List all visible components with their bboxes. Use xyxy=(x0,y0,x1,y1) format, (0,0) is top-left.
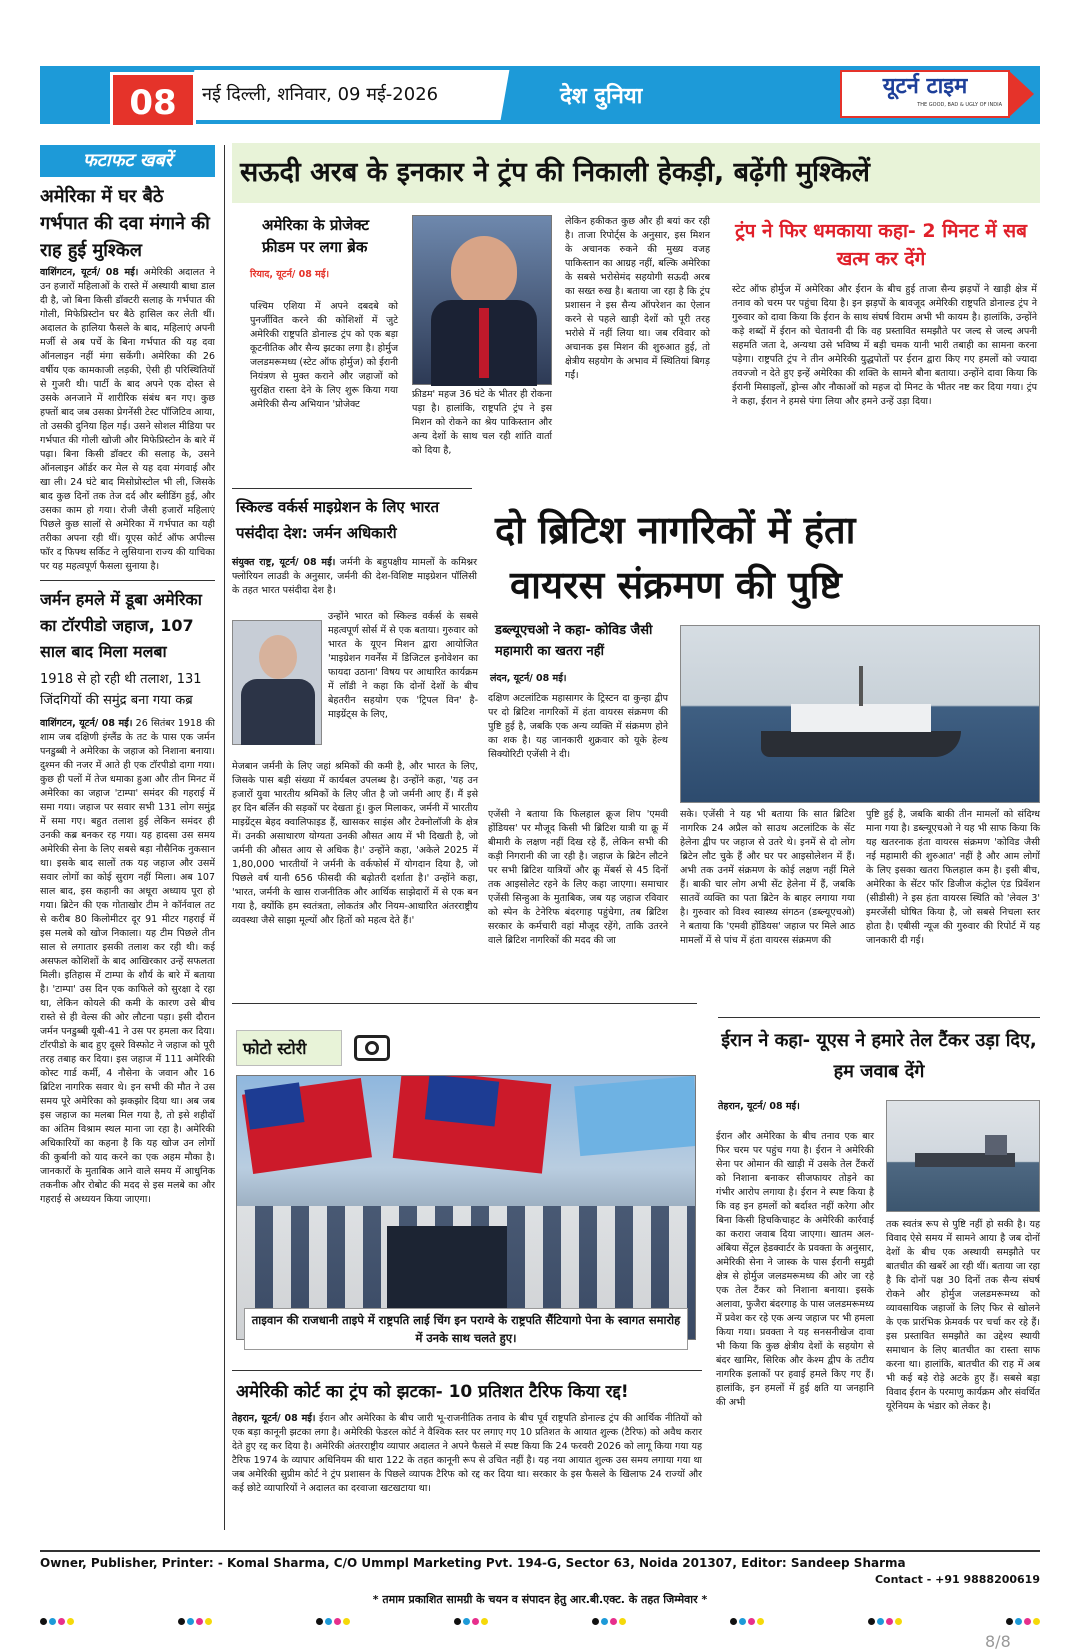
virus-headline-line1: दो ब्रिटिश नागरिकों में हंता xyxy=(495,508,856,552)
footer-contact: Contact - +91 9888200619 xyxy=(874,1573,1040,1586)
logo-box xyxy=(840,70,1010,118)
logo-text: यूटर्न टाइम xyxy=(882,74,968,99)
iran-headline: ईरान ने कहा- यूएस ने हमारे तेल टैंकर उड़ा दिए, हम जवाब देंगे xyxy=(721,1030,1037,1082)
divider xyxy=(232,488,472,489)
ship-deck xyxy=(791,704,931,732)
divider xyxy=(232,1370,702,1371)
skilled-headline: स्किल्ड वर्कर्स माइग्रेशन के लिए भारत पसंदीदा देश: जर्मन अधिकारी xyxy=(236,498,440,542)
official-photo xyxy=(232,620,322,745)
skilled-beside: उन्होंने भारत को स्किल्ड वर्कर्स के सबसे महत्वपूर्ण सोर्स में से एक बताया। गुरुवार को भारत के यूएन मिशन द्वारा आयोजित 'माइग्रेशन गवर्नेंस में डिजिटल इनोवेशन का फायदा उठाना' विषय पर आधारित कार्यक्रम में लॉडी ने कहा कि दोनों देशों के बीच बेहतरीन सहयोग एक 'ट्रिपल विन' है- माइग्रेंट्स के लिए, xyxy=(328,611,478,720)
top-story-col2: फ्रीडम' महज 36 घंटे के भीतर ही रोकना पड़ा है। हालांकि, राष्ट्रपति ट्रंप ने इस मिशन को रोकने का श्रेय पाकिस्तान और अन्य देशों के साथ चल रही शांति वार्ता को दिया है, xyxy=(412,389,552,456)
section-name: देश दुनिया xyxy=(560,84,643,109)
iran-dateline: तेहरान, यूटर्न/ 08 मई। xyxy=(718,1101,800,1112)
virus-col3: पुष्टि हुई है, जबकि बाकी तीन मामलों को संदिग्ध माना गया है। डब्ल्यूएचओ ने यह भी साफ किया कि यह खतरनाक हंता वायरस संक्रमण 'कोविड जैसी नई महामारी की शुरुआत' नहीं है और आम लोगों के लिए इसका खतरा फिलहाल कम है। इसी बीच, अमेरिका के सेंटर फॉर डिजीज कंट्रोल एंड प्रिवेंशन (सीडीसी) ने इस हंता वायरस स्थिति को 'लेवल 3' इमरजेंसी घोषित किया है, जो सबसे निचला स्तर होता है। एबीसी न्यूज की गुरुवार की रिपोर्ट में यह जानकारी दी गई। xyxy=(866,809,1040,946)
divider xyxy=(718,1017,1040,1018)
left-story2-dateline: वाशिंगटन, यूटर्न/ 08 मई। xyxy=(40,718,133,729)
tanker-photo xyxy=(886,1100,1040,1212)
iran-col1: ईरान और अमेरिका के बीच तनाव एक बार फिर चरम पर पहुंच गया है। ईरान ने अमेरिकी सेना पर ओमान की खाड़ी में उसके तेल टैंकरों को निशाना बनाकर सीजफायर तोड़ने का गंभीर आरोप लगाया है। ईरान ने स्पष्ट किया है कि वह इन हमलों को बर्दाश्त नहीं करेगा और बिना किसी हिचकिचाहट के अमेरिकी कार्रवाई का करारा जवाब दिया जाएगा। खातम अल-अंबिया सेंट्रल हेडक्वार्टर के प्रवक्ता के अनुसार, अमेरिकी सेना ने जास्क के पास ईरानी समुद्री क्षेत्र से होर्मुज जलडमरूमध्य की ओर जा रहे एक तेल टैंकर को निशाना बनाया। इसके अलावा, फुजैरा बंदरगाह के पास जलडमरूमध्य में प्रवेश कर रहे एक अन्य जहाज पर भी हमला किया गया। प्रवक्ता ने यह सनसनीखेज दावा भी किया कि कुछ क्षेत्रीय देशों के सहयोग से बंदर खामिर, सिरिक और केश्म द्वीप के तटीय नागरिक इलाकों पर हवाई हमले किए गए हैं। हालांकि, इन हमलों में हुई क्षति या जनहानि की अभी xyxy=(716,1131,874,1408)
tariff-dateline: तेहरान, यूटर्न/ 08 मई। xyxy=(232,1413,316,1424)
left-story2-body: 26 सितंबर 1918 की शाम जब दक्षिणी इंग्लैंड के तट के पास एक जर्मन पनडुब्बी ने अमेरिका के जहाज को निशाना बनाया। दुश्मन की नजर में आते ही एक टॉरपीडो दागा गया। कुछ ही पलों में तेज धमाका हुआ और तीन मिनट में अमेरिका का जहाज 'टाम्पा' समंदर की गहराई में समा गया। जहाज पर सवार सभी 131 लोग समुंद्र में समा गए। बहुत तलाश हुई लेकिन समंदर ही उनकी कब्र बनकर रह गया। यह हादसा उस समय अमेरिकी सेना के लिए सबसे बड़ा नौसैनिक नुकसान था। इसके बाद सालों तक यह जहाज और उसमें सवार लोगों का कोई सुराग नहीं मिला। अब 107 साल बाद, इस कहानी का अधूरा अध्याय पूरा हो गया। ब्रिटेन की एक गोताखोर टीम ने कॉर्नवाल तट से करीब 80 किलोमीटर दूर 91 मीटर गहराई में इस मलबे को खोज निकाला। यह टीम पिछले तीन साल से लगातार इसकी तलाश कर रही थी। कई असफल कोशिशों के बाद आखिरकार उन्हें सफलता मिली। इतिहास में टाम्पा के शौर्य के बारे में बताया है। 'टाम्पा' उस दिन एक काफिले को सुरक्षा दे रहा था, लेकिन कोयले की कमी के कारण उसे बीच रास्ते से ही वेल्स की ओर लौटना पड़ा। इसी दौरान जर्मन पनडुब्बी यूबी-41 ने उस पर हमला कर दिया। टॉरपीडो के बाद हुए दूसरे विस्फोट ने जहाज को पूरी तरह तबाह कर दिया। इस जहाज में 111 अमेरिकी कोस्ट गार्ड कर्मी, 4 नौसेना के जवान और 16 ब्रिटिश नागरिक सवार थे। इन सभी की मौत ने उस समय पूरे अमेरिका को झकझोर दिया था। अब जब इस जहाज का मलबा मिल गया है, तो इसे शहीदों का अंतिम विश्राम स्थल माना जा रहा है। अमेरिकी अधिकारियों का कहना है कि यह खोज उन लोगों की कुर्बानी को याद करने का एक अहम मौका है। जानकारों के मुताबिक आने वाले समय में आधुनिक तकनीक और रोबोट की मदद से इस मलबे का और गहराई से अध्ययन किया जाएगा। xyxy=(40,718,215,1205)
top-story-headline-band xyxy=(232,143,1040,203)
masthead xyxy=(40,66,1040,126)
skilled-dateline: संयुक्त राष्ट्र, यूटर्न/ 08 मई। xyxy=(232,557,336,568)
footer-imprint: Owner, Publisher, Printer: - Komal Sharma, C/O Ummpl Marketing Pvt. 194-G, Sector 63, Noida 201307, Editor: Sandeep Sharma xyxy=(40,1556,906,1570)
page-number-box xyxy=(110,72,196,128)
photo-caption: ताइवान की राजधानी ताइपे में राष्ट्रपति लाई चिंग इन पराग्वे के राष्ट्रपति सैंटियागो पेना के स्वागत समारोह में उनके साथ चलते हुए। xyxy=(251,1313,681,1345)
virus-col2: सके। एजेंसी ने यह भी बताया कि सात ब्रिटिश नागरिक 24 अप्रैल को साउथ अटलांटिक के सेंट हेलेना द्वीप पर जहाज से उतरे थे। इनमें से दो लोग ब्रिटेन लौट चुके हैं और घर पर आइसोलेशन में हैं। अभी तक उनमें संक्रमण के कोई लक्षण नहीं मिले हैं। बाकी चार लोग अभी सेंट हेलेना में हैं, जबकि सातवें व्यक्ति का पता ब्रिटेन के बाहर लगाया गया है। गुरुवार को विश्व स्वास्थ्य संगठन (डब्ल्यूएचओ) ने बताया कि 'एमवी होंडियस' जहाज पर मिले आठ मामलों में से पांच में हंता वायरस संक्रमण की xyxy=(680,809,855,946)
left-story1-dateline: वाशिंगटन, यूटर्न/ 08 मई। xyxy=(40,267,139,278)
ship-mast xyxy=(859,666,863,706)
camera-icon xyxy=(354,1035,390,1061)
divider xyxy=(232,1003,697,1004)
dots-group xyxy=(868,1618,902,1628)
dots-group xyxy=(592,1618,626,1628)
dots-group xyxy=(316,1618,350,1628)
top-hint xyxy=(960,0,1080,30)
left-story2-title: जर्मन हमले में डूबा अमेरिका का टॉरपीडो जहाज, 107 साल बाद मिला मलबा xyxy=(40,590,202,661)
top-story-col3: लेकिन हकीकत कुछ और ही बयां कर रही है। ताजा रिपोर्ट्स के अनुसार, इस मिशन के अचानक रुकने की मुख्य वजह पाकिस्तान का आग्रह नहीं, बल्कि अमेरिका के सबसे भरोसेमंद सहयोगी सऊदी अरब का सख्त रुख है। बताया जा रहा है कि ट्रंप प्रशासन ने इस सैन्य ऑपरेशन का ऐलान करने से पहले खाड़ी देशों को पूरी तरह भरोसे में नहीं लिया था। जब रविवार को अचानक इस मिशन की शुरुआत हुई, तो क्षेत्रीय सहयोग के अभाव में स्थितियां बिगड़ गईं। xyxy=(565,216,710,381)
trump-photo-tie xyxy=(479,308,489,378)
column-divider xyxy=(224,145,225,1530)
virus-dateline: लंदन, यूटर्न/ 08 मई। xyxy=(490,673,567,684)
official-photo-head xyxy=(259,635,297,679)
left-story2-subtitle: 1918 से हो रही थी तलाश, 131 जिंदगियों की समुंद्र बना गया कब्र xyxy=(40,672,202,708)
masthead-arrow xyxy=(1008,70,1034,118)
official-photo-suit xyxy=(241,679,315,745)
camera-lens xyxy=(365,1041,379,1055)
tanker-hull xyxy=(915,1153,1015,1167)
photo-story-label: फोटो स्टोरी xyxy=(243,1039,307,1058)
top-story-dateline: रियाद, यूटर्न/ 08 मई। xyxy=(250,269,330,280)
registration-dots xyxy=(40,1618,1040,1628)
ship-hull xyxy=(761,731,961,757)
trump-photo-figure xyxy=(451,236,517,306)
dots-group xyxy=(178,1618,212,1628)
dots-group xyxy=(1006,1618,1040,1628)
photo-caption-box xyxy=(244,1308,688,1350)
flag-blue xyxy=(244,1082,304,1129)
tariff-headline: अमेरिकी कोर्ट का ट्रंप को झटका- 10 प्रतिशत टैरिफ किया रद्द! xyxy=(236,1382,629,1402)
threat-headline: ट्रंप ने फिर धमकाया कहा- 2 मिनट में सब खत्म कर देंगे xyxy=(735,220,1027,270)
footer-disclaimer: * तमाम प्रकाशित सामग्री के चयन व संपादन हेतु आर.बी.एक्ट. के तहत जिम्मेवार * xyxy=(372,1593,708,1606)
date-line: नई दिल्ली, शनिवार, 09 मई-2026 xyxy=(202,84,439,105)
photo-story-tag xyxy=(236,1030,342,1066)
top-story-col1: पश्चिम एशिया में अपने दबदबे को पुनर्जीवित करने की कोशिशों में जुटे अमेरिकी राष्ट्रपति डोनाल्ड ट्रंप को एक बड़ा कूटनीतिक और सैन्य झटका लगा है। होर्मुज जलडमरूमध्य (स्टेट ऑफ होर्मुज) को ईरानी नियंत्रण से मुक्त कराने और जहाजों को सुरक्षित रास्ता देने के लिए शुरू किया गया अमेरिकी सैन्य अभियान 'प्रोजेक्ट xyxy=(250,301,398,410)
page-indicator: 8/8 xyxy=(985,1632,1011,1650)
left-tag: फटाफट खबरें xyxy=(40,145,215,177)
logo-tagline: THE GOOD, BAD & UGLY OF INDIA xyxy=(917,102,1002,108)
threat-body: स्टेट ऑफ होर्मुज में अमेरिका और ईरान के बीच हुई ताजा सैन्य झड़पों ने खाड़ी क्षेत्र में तनाव को चरम पर पहुंचा दिया है। इन झड़पों के बावजूद अमेरिकी राष्ट्रपति डोनाल्ड ट्रंप ने गुरुवार को दावा किया कि ईरान के साथ संघर्ष विराम अभी भी कायम है। हालांकि, उन्होंने कड़े शब्दों में ईरान को चेतावनी दी कि वह प्रस्तावित समझौते पर जल्द से जल्द अपनी सहमति जता दे, अन्यथा उसे भविष्य में बड़ी चमक यानी भारी तबाही का सामना करना पड़ेगा। राष्ट्रपति ट्रंप ने तीन अमेरिकी युद्धपोतों पर ईरान द्वारा किए गए हमलों को ज्यादा तवज्जो न देते हुए इन्हें अमेरिका की शक्ति के सामने बौना बताया। उन्होंने दावा किया कि ईरानी मिसाइलों, ड्रोन्स और नौकाओं को महज दो मिनट के भीतर नष्ट कर दिया गया। ट्रंप ने कहा, ईरान ने हमसे पंगा लिया और हमने उन्हें उड़ा दिया। xyxy=(732,284,1037,407)
page-number: 08 xyxy=(129,83,177,123)
flag-light-blue xyxy=(574,1076,696,1156)
divider xyxy=(40,580,215,581)
virus-sub: डब्ल्यूएचओ ने कहा- कोविड जैसी महामारी का खतरा नहीं xyxy=(495,623,653,659)
taiwan-photo xyxy=(236,1075,696,1340)
cruise-ship-photo xyxy=(680,625,1040,803)
virus-headline-line2: वायरस संक्रमण की पुष्टि xyxy=(510,563,842,607)
skilled-rest: मेजबान जर्मनी के लिए जहां श्रमिकों की कमी है, और भारत के लिए, जिसके पास बड़ी संख्या में कार्यबल उपलब्ध है। उन्होंने कहा, 'यह उन हजारों युवा भारतीय श्रमिकों के लिए जीत है जो जर्मनी आए हैं। मैं इसे हर दिन बर्लिन की सड़कों पर देखता हूं। कुल मिलाकर, जर्मनी में भारतीय माइग्रेंट्स बेहद क्वालिफाइड हैं, खासकर साइंस और टेक्नोलॉजी के क्षेत्र में। उनकी असाधारण योग्यता उनकी औसत आय में भी दिखती है, जो जर्मनी की औसत आय से अधिक है।' उन्होंने कहा, 'अकेले 2025 में 1,80,000 भारतीयों ने जर्मनी के वर्कफोर्स में योगदान दिया है, जो पिछले वर्ष यानी 656 फीसदी की बढ़ोतरी दर्शाता है।' उन्होंने कहा, 'भारत, जर्मनी के खास राजनीतिक और आर्थिक साझेदारों में से एक बन गया है, क्योंकि हम स्वतंत्रता, लोकतंत्र और नियम-आधारित अंतरराष्ट्रीय व्यवस्था जैसे साझा मूल्यों और हितों को महत्व देते हैं।' xyxy=(232,761,478,926)
trump-photo xyxy=(412,215,552,385)
virus-col1a: दक्षिण अटलांटिक महासागर के ट्रिस्टन दा कुन्हा द्वीप पर दो ब्रिटिश नागरिकों में हंता वायरस संक्रमण की पुष्टि हुई है, जबकि एक अन्य व्यक्ति में संक्रमण होने का शक है। यह जानकारी शुक्रवार को यूके हेल्थ सिक्योरिटी एजेंसी ने दी। xyxy=(488,693,668,760)
dots-group xyxy=(454,1618,488,1628)
top-story-headline: सऊदी अरब के इनकार ने ट्रंप की निकाली हेकड़ी, बढ़ेंगी मुश्किलें xyxy=(240,157,870,188)
left-story1-title: अमेरिका में घर बैठे गर्भपात की दवा मंगाने की राह हुई मुश्किल xyxy=(40,186,210,261)
footer-rule xyxy=(40,1550,1040,1552)
left-column xyxy=(40,145,215,1535)
dots-group xyxy=(730,1618,764,1628)
tariff-body: ईरान और अमेरिका के बीच जारी भू-राजनीतिक तनाव के बीच पूर्व राष्ट्रपति डोनाल्ड ट्रंप की आर्थिक नीतियों को एक बड़ा कानूनी झटका लगा है। अमेरिकी फेडरल कोर्ट ने वैश्विक स्तर पर लगाए गए 10 प्रतिशत के आयात शुल्क (टैरिफ) को अवैध करार देते हुए रद्द कर दिया है। अमेरिकी अंतरराष्ट्रीय व्यापार अदालत ने अपने फैसले में स्पष्ट किया कि 24 फरवरी 2026 को लागू किया गया यह टैरिफ 1974 के व्यापार अधिनियम की धारा 122 के तहत कानूनी रूप से उचित नहीं है। यह नया आयात शुल्क उस समय लगाया गया था जब अमेरिकी सुप्रीम कोर्ट ने ट्रंप प्रशासन के पिछले व्यापक टैरिफ को रद्द कर दिया था। सरकार के इस फैसले के खिलाफ 24 राज्यों और कई छोटे व्यापारियों ने अदालत का दरवाजा खटखटाया था। xyxy=(232,1413,702,1494)
virus-col1b: एजेंसी ने बताया कि फिलहाल क्रूज शिप 'एमवी होंडियस' पर मौजूद किसी भी ब्रिटिश यात्री या क्रू में बीमारी के लक्षण नहीं दिख रहे हैं, लेकिन सभी की कड़ी निगरानी की जा रही है। जहाज के ब्रिटेन लौटने पर सभी ब्रिटिश यात्रियों और क्रू मेंबर्स से 45 दिनों तक आइसोलेट रहने के लिए कहा जाएगा। समाचार एजेंसी सिन्हुआ के मुताबिक, जब यह जहाज रविवार को स्पेन के टेनेरिफ बंदरगाह पहुंचेगा, तब ब्रिटिश सरकार के कर्मचारी वहां मौजूद रहेंगे, ताकि उतरने वाले ब्रिटिश नागरिकों की मदद की जा xyxy=(488,809,668,946)
flag-blue-2 xyxy=(425,1075,499,1127)
iran-col2: तक स्वतंत्र रूप से पुष्टि नहीं हो सकी है। यह विवाद ऐसे समय में सामने आया है जब दोनों देशों के बीच एक अस्थायी समझौते पर बातचीत की खबरें आ रही थीं। बताया जा रहा है कि दोनों पक्ष 30 दिनों तक सैन्य संघर्ष रोकने और होर्मुज जलडमरूमध्य को व्यावसायिक जहाजों के लिए फिर से खोलने के एक प्रारंभिक फ्रेमवर्क पर चर्चा कर रहे हैं। इस प्रस्तावित समझौते का उद्देश्य स्थायी समाधान के लिए बातचीत का रास्ता साफ करना था। हालांकि, बातचीत की राह में अब भी कई बड़े रोड़े अटके हुए हैं। सबसे बड़ा विवाद ईरान के परमाणु कार्यक्रम और संवर्धित यूरेनियम के भंडार को लेकर है। xyxy=(886,1219,1040,1412)
dots-group xyxy=(40,1618,74,1628)
top-story-sub: अमेरिका के प्रोजेक्ट फ्रीडम पर लगा ब्रेक xyxy=(262,216,370,256)
tanker-bridge xyxy=(985,1135,1007,1155)
skilled-intro: जर्मनी के बहुपक्षीय मामलों के कमिश्नर फ्लोरियन लाउडी के अनुसार, जर्मनी की देश-विशिष्ट माइग्रेशन पॉलिसी के तहत भारत पसंदीदा देश है। xyxy=(232,557,477,596)
left-story1-body: अमेरिकी अदालत ने उन हजारों महिलाओं के रास्ते में अस्थायी बाधा डाल दी है, जो बिना किसी डॉक्टरी सलाह के गर्भपात की गोली, मिफेप्रिस्टोन घर बैठे हासिल कर लेती थीं। अदालत के हालिया फैसले के बाद, महिलाएं अपनी मर्जी से अब पर्चे के बिना गर्भपात की यह दवा ऑनलाइन नहीं मंगा सकेंगी। अमेरिका की 26 वर्षीय एक कामकाजी लड़की, ऐसी ही परिस्थितियों से गुजरी थी। पार्टी के बाद अपने एक दोस्त से उसके अनजाने में शारीरिक संबंध बन गए। कुछ हफ्तों बाद जब उसका प्रेगनेंसी टेस्ट पॉजिटिव आया, तो उसकी दुनिया हिल गई। उसने सोशल मीडिया पर गर्भपात की गोली खोजी और मिफेप्रिस्टोन के बारे में पढ़ा। बिना किसी डॉक्टर की सलाह के, उसने ऑनलाइन ऑर्डर कर मेल से यह दवा मंगवाई और खा ली। 24 घंटे बाद मिसोप्रोस्टोल भी ली, जिसके बाद कुछ दिनों तक तेज दर्द और ब्लीडिंग हुई, और उसका काम हो गया। रोजी जैसी हजारों महिलाएं पिछले कुछ सालों से अमेरिका में गर्भपात का यही तरीका अपना रही थीं। यूएस कोर्ट ऑफ अपील्स फॉर द फिफ्थ सर्किट ने लुसियाना राज्य की याचिका पर यह महत्वपूर्ण फैसला सुनाया है। xyxy=(40,267,215,572)
